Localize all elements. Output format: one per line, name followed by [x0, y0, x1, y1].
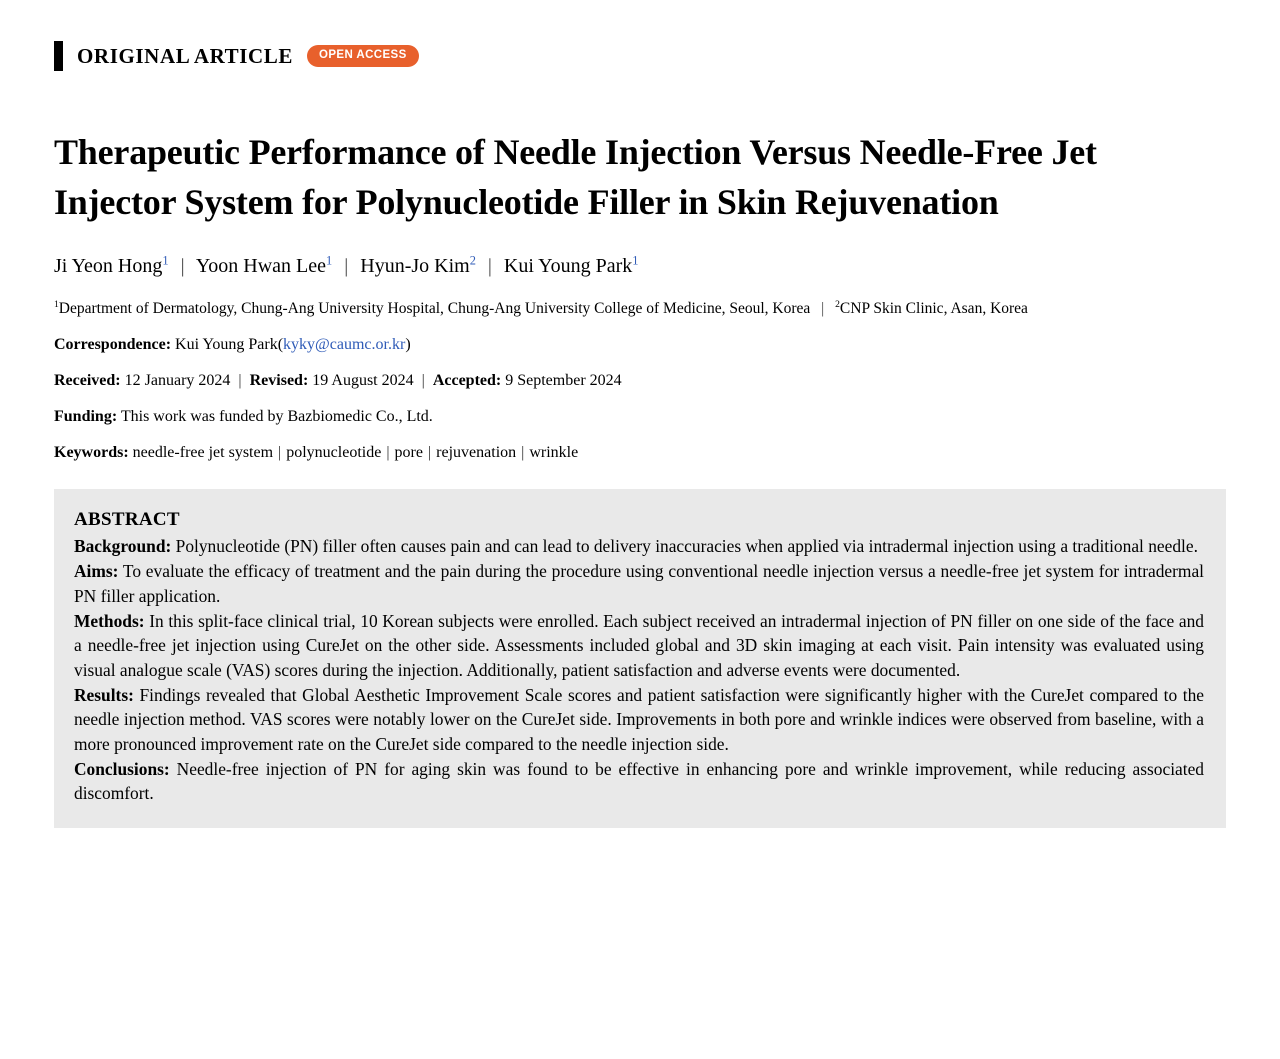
keyword-item[interactable]: needle-free jet system [132, 443, 274, 461]
abstract-section-label: Conclusions: [74, 758, 170, 779]
funding-line [54, 407, 1226, 428]
keywords-label: Keywords: [54, 443, 129, 461]
date-divider: | [238, 372, 242, 390]
abstract-heading: ABSTRACT [74, 509, 180, 531]
abstract-section [74, 609, 1204, 683]
author-entry[interactable] [196, 255, 332, 277]
affiliation-list [54, 299, 1226, 320]
paren-open: ( [277, 336, 284, 354]
dates-line [54, 371, 1226, 392]
abstract-section [74, 757, 1204, 806]
paren-close: ) [405, 336, 411, 354]
author-entry[interactable] [54, 255, 169, 277]
abstract-section [74, 683, 1204, 757]
author-affil-marker[interactable]: 1 [326, 253, 333, 268]
received-label: Received: [54, 372, 121, 390]
affiliation-text: Department of Dermatology, Chung-Ang University Hospital, Chung-Ang University College of Medicine, Seoul, Korea [58, 300, 811, 318]
funding-text: This work was funded by Bazbiomedic Co., Ltd. [120, 407, 433, 425]
abstract-section-text: In this split-face clinical trial, 10 Korean subjects were enrolled. Each subject received an intradermal injection of PN filler on one side of the face and a needle-free jet injection using CureJet on the other side. Assessments included global and 3D skin imaging at each visit. Pain intensity was evaluated using visual analogue scale (VAS) scores during the injection. Additionally, patient satisfaction and adverse events were documented. [74, 610, 1204, 680]
revised-label: Revised: [249, 372, 309, 390]
author-separator: | [487, 255, 492, 278]
correspondence-label: Correspondence: [54, 336, 172, 354]
article-header [54, 36, 1226, 76]
open-access-badge: OPEN ACCESS [307, 45, 419, 67]
abstract-section-label: Background: [74, 536, 172, 557]
received-date: 12 January 2024 [124, 372, 231, 390]
keyword-separator: | [521, 443, 525, 461]
article-type-label: ORIGINAL ARTICLE [77, 43, 294, 68]
keyword-separator: | [386, 443, 390, 461]
keyword-item[interactable]: polynucleotide [286, 443, 382, 461]
keyword-item[interactable]: pore [394, 443, 423, 461]
affiliation-marker: 2 [835, 299, 840, 311]
correspondence-line [54, 335, 1226, 356]
keyword-item[interactable]: wrinkle [529, 443, 579, 461]
author-name: Yoon Hwan Lee [195, 255, 327, 278]
author-separator: | [180, 255, 185, 278]
correspondence-name: Kui Young Park [175, 336, 278, 354]
keyword-item[interactable]: rejuvenation [436, 443, 517, 461]
author-name: Kui Young Park [503, 255, 633, 278]
abstract-section-label: Results: [74, 684, 134, 705]
keyword-separator: | [278, 443, 282, 461]
abstract-section-text: Findings revealed that Global Aesthetic Improvement Scale scores and patient satisfaction were significantly higher with the CureJet compared to the needle injection method. VAS scores were notably lower on the CureJet side. Improvements in both pore and wrinkle indices were observed from baseline, with a more pronounced improvement rate on the CureJet side compared to the needle injection side. [74, 684, 1204, 755]
abstract-section-label: Methods: [74, 610, 145, 631]
keyword-separator: | [427, 443, 432, 461]
author-entry[interactable] [504, 255, 639, 277]
revised-date: 19 August 2024 [312, 372, 414, 390]
accepted-label: Accepted: [432, 372, 502, 390]
abstract-section [74, 534, 1204, 559]
correspondence-email-link[interactable]: kyky@caumc.or.kr [283, 336, 406, 354]
accepted-date: 9 September 2024 [505, 372, 622, 390]
keywords-line [54, 443, 1226, 464]
header-rule-icon [54, 41, 63, 71]
abstract-box [54, 489, 1226, 828]
abstract-section-text: To evaluate the efficacy of treatment and the pain during the procedure using conventional needle injection versus a needle-free jet system for intradermal PN filler application. [74, 561, 1204, 606]
date-divider: | [421, 372, 425, 390]
author-affil-marker[interactable]: 2 [469, 253, 476, 268]
abstract-section-label: Aims: [74, 561, 119, 582]
author-affil-marker[interactable]: 1 [162, 253, 169, 268]
author-list [54, 253, 1226, 279]
author-name: Hyun-Jo Kim [360, 255, 470, 278]
affiliation-separator: | [821, 300, 825, 318]
author-name: Ji Yeon Hong [54, 255, 163, 278]
abstract-section [74, 559, 1204, 608]
abstract-section-text: Polynucleotide (PN) filler often causes pain and can lead to delivery inaccuracies when applied via intradermal injection using a traditional needle. [175, 536, 1198, 557]
funding-label: Funding: [54, 407, 118, 425]
author-separator: | [344, 255, 349, 278]
affiliation-text: CNP Skin Clinic, Asan, Korea [839, 300, 1028, 318]
abstract-section-text: Needle-free injection of PN for aging skin was found to be effective in enhancing pore and wrinkle improvement, while reducing associated discomfort. [74, 758, 1204, 804]
author-affil-marker[interactable]: 1 [632, 253, 639, 268]
affiliation-marker: 1 [54, 299, 59, 311]
author-entry[interactable] [360, 255, 476, 277]
page-title: Therapeutic Performance of Needle Injection Versus Needle-Free Jet Injector System for Polynucleotide Filler in Skin Rejuvenation [54, 132, 1097, 222]
